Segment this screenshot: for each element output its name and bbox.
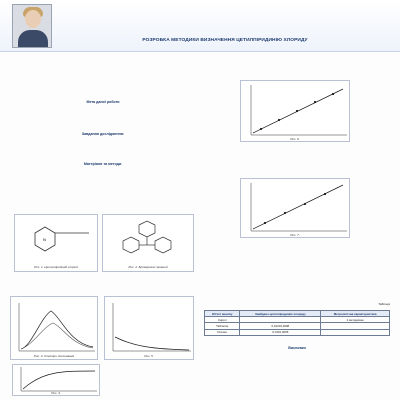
table-col-object: Об'єкт аналізу (205, 311, 240, 317)
author-photo (12, 4, 52, 48)
figure-3 (10, 296, 98, 360)
data-point (260, 128, 262, 130)
results-table (204, 310, 390, 336)
data-point (284, 212, 286, 214)
regression-line-4 (253, 185, 343, 229)
spectra-chart (11, 297, 99, 361)
calibration-chart-4 (241, 179, 351, 239)
fig7-caption: Рис. 7. (290, 233, 300, 237)
calibration-curve-2 (115, 337, 189, 350)
figure-4 (12, 364, 100, 396)
data-point (296, 110, 298, 112)
conclusions-title: Висновки (288, 346, 306, 350)
table-row: Розчин 0,01±0,0005 (205, 329, 390, 335)
calibration-curve-1 (23, 371, 95, 389)
table-col-found: Знайдено цетилпіридинію хлориду (240, 311, 321, 317)
data-point (332, 93, 334, 95)
table-row: Сироп 1 методикою (205, 317, 390, 323)
fig2-caption: Рис. 2. Бромкрезол зелений (128, 265, 168, 269)
calibration-chart-3 (241, 81, 351, 143)
fig1-caption: Рис. 1. Цетилпіридиній хлорид (34, 265, 78, 269)
materials-title: Матеріали та методи. (83, 162, 123, 166)
svg-text:N: N (43, 237, 46, 242)
figure-5 (104, 296, 194, 360)
data-point (314, 101, 316, 103)
figure-1 (14, 214, 98, 272)
fig6-caption: Рис. 6. (290, 137, 300, 141)
calibration-chart-2 (105, 297, 195, 361)
fig3-caption: Рис. 3. Спектри поглинання (33, 354, 75, 358)
left-column (10, 56, 196, 167)
data-point (278, 119, 280, 121)
figure-7 (240, 178, 350, 238)
data-point (304, 203, 306, 205)
figure-6 (240, 80, 350, 142)
data-point (264, 222, 266, 224)
table-row: Таблетки 0,012±0,0008 (205, 323, 390, 329)
poster-title: РОЗРОБКА МЕТОДИКИ ВИЗНАЧЕННЯ ЦЕТИЛПІРИДИНІЮ ХЛОРИДУ (142, 38, 308, 43)
table-caption: Таблиця (378, 302, 390, 306)
goal-title: Мета даної роботи (86, 100, 120, 104)
spectrum-line-2 (21, 323, 93, 349)
figure-2 (102, 214, 194, 272)
spectrum-line-1 (21, 311, 93, 349)
fig4-caption: Рис. 4. (51, 391, 61, 395)
poster-header (0, 0, 400, 52)
objectives-title: Завдання дослідження: (81, 132, 125, 136)
fig5-caption: Рис. 5. (144, 354, 154, 358)
table-col-metro: Метрологічна характеристика (321, 311, 390, 317)
data-point (324, 193, 326, 195)
